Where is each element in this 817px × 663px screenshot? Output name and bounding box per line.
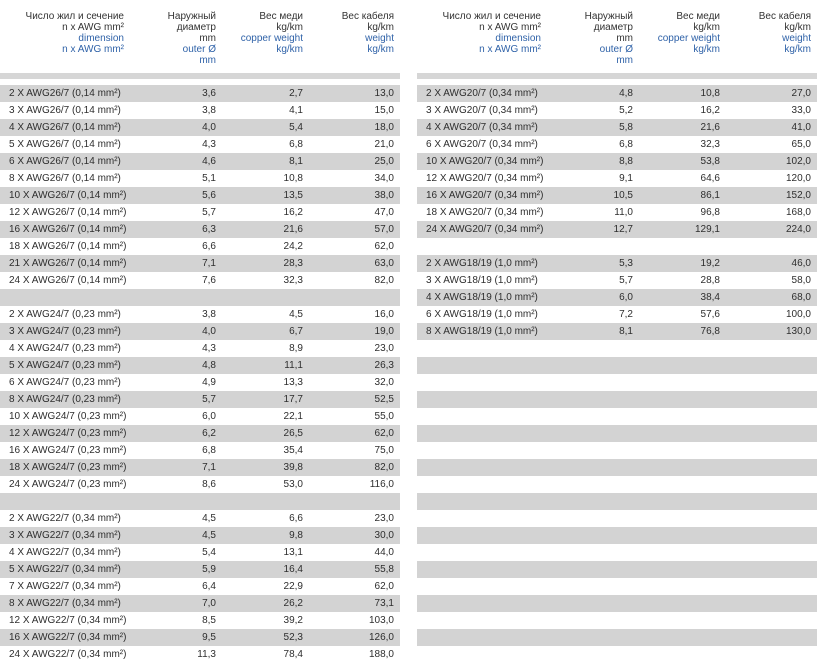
cell-outer-diameter: 4,9 [202, 377, 216, 388]
table-row [0, 85, 400, 102]
table-row [417, 221, 817, 238]
cell-dimension: 12 X AWG24/7 (0,23 mm²) [9, 428, 127, 439]
cell-cable-weight: 25,0 [374, 156, 394, 167]
cell-copper-weight: 39,8 [283, 462, 303, 473]
cell-outer-diameter: 4,8 [202, 360, 216, 371]
table-row [0, 221, 400, 238]
table-row [0, 612, 400, 629]
cell-copper-weight: 26,5 [283, 428, 303, 439]
cell-copper-weight: 10,8 [700, 88, 720, 99]
cell-copper-weight: 24,2 [283, 241, 303, 252]
cell-outer-diameter: 6,0 [202, 411, 216, 422]
cell-cable-weight: 26,3 [374, 360, 394, 371]
header-copper-weight: Вес меди kg/km copper weight kg/km [657, 11, 720, 55]
cell-dimension: 7 X AWG22/7 (0,34 mm²) [9, 581, 121, 592]
table-row [0, 187, 400, 204]
cell-outer-diameter: 4,0 [202, 122, 216, 133]
cell-dimension: 8 X AWG24/7 (0,23 mm²) [9, 394, 121, 405]
cell-cable-weight: 62,0 [374, 581, 394, 592]
cell-outer-diameter: 8,1 [619, 326, 633, 337]
cell-cable-weight: 55,0 [374, 411, 394, 422]
table-row [0, 646, 400, 663]
cell-dimension: 10 X AWG20/7 (0,34 mm²) [426, 156, 544, 167]
cell-cable-weight: 16,0 [374, 309, 394, 320]
cell-copper-weight: 52,3 [283, 632, 303, 643]
cell-dimension: 4 X AWG18/19 (1,0 mm²) [426, 292, 538, 303]
cell-copper-weight: 13,1 [283, 547, 303, 558]
header-cable-weight: Вес кабеля kg/km weight kg/km [341, 11, 394, 55]
cell-cable-weight: 27,0 [791, 88, 811, 99]
cell-cable-weight: 15,0 [374, 105, 394, 116]
cell-copper-weight: 4,5 [289, 309, 303, 320]
right-table-body [417, 85, 817, 663]
cell-dimension: 24 X AWG22/7 (0,34 mm²) [9, 649, 127, 660]
cell-outer-diameter: 4,5 [202, 530, 216, 541]
cell-copper-weight: 32,3 [700, 139, 720, 150]
table-row [0, 289, 400, 306]
table-row [417, 272, 817, 289]
cell-dimension: 21 X AWG26/7 (0,14 mm²) [9, 258, 127, 269]
cell-outer-diameter: 7,0 [202, 598, 216, 609]
table-row [0, 629, 400, 646]
table-row [0, 476, 400, 493]
cell-copper-weight: 6,8 [289, 139, 303, 150]
cell-copper-weight: 2,7 [289, 88, 303, 99]
table-row [0, 442, 400, 459]
cell-outer-diameter: 5,1 [202, 173, 216, 184]
table-row [0, 238, 400, 255]
cell-outer-diameter: 6,8 [202, 445, 216, 456]
table-row [417, 476, 817, 493]
table-row [0, 306, 400, 323]
cell-outer-diameter: 4,8 [619, 88, 633, 99]
cell-cable-weight: 32,0 [374, 377, 394, 388]
cell-copper-weight: 6,6 [289, 513, 303, 524]
table-row [417, 323, 817, 340]
cell-cable-weight: 58,0 [791, 275, 811, 286]
table-row [0, 493, 400, 510]
table-row [0, 323, 400, 340]
cell-cable-weight: 13,0 [374, 88, 394, 99]
header-outer-diameter: Наружный диаметр mm outer Ø mm [584, 11, 633, 66]
cell-outer-diameter: 8,5 [202, 615, 216, 626]
cell-copper-weight: 57,6 [700, 309, 720, 320]
cell-outer-diameter: 7,6 [202, 275, 216, 286]
cell-dimension: 18 X AWG26/7 (0,14 mm²) [9, 241, 127, 252]
cell-dimension: 16 X AWG26/7 (0,14 mm²) [9, 224, 127, 235]
table-row [417, 391, 817, 408]
table-row [0, 459, 400, 476]
cell-cable-weight: 47,0 [374, 207, 394, 218]
header-copper-weight: Вес меди kg/km copper weight kg/km [240, 11, 303, 55]
cell-copper-weight: 16,2 [700, 105, 720, 116]
cell-dimension: 10 X AWG24/7 (0,23 mm²) [9, 411, 127, 422]
cell-dimension: 4 X AWG26/7 (0,14 mm²) [9, 122, 121, 133]
cell-copper-weight: 26,2 [283, 598, 303, 609]
cell-cable-weight: 82,0 [374, 275, 394, 286]
cell-copper-weight: 4,1 [289, 105, 303, 116]
cell-dimension: 2 X AWG26/7 (0,14 mm²) [9, 88, 121, 99]
table-row [0, 272, 400, 289]
cell-dimension: 3 X AWG22/7 (0,34 mm²) [9, 530, 121, 541]
cell-outer-diameter: 3,8 [202, 105, 216, 116]
table-row [417, 408, 817, 425]
cell-copper-weight: 5,4 [289, 122, 303, 133]
header-outer-diameter: Наружный диаметр mm outer Ø mm [167, 11, 216, 66]
cell-cable-weight: 120,0 [785, 173, 811, 184]
table-row [417, 646, 817, 663]
table-row [417, 442, 817, 459]
table-row [417, 425, 817, 442]
cell-copper-weight: 21,6 [700, 122, 720, 133]
cell-cable-weight: 75,0 [374, 445, 394, 456]
cell-cable-weight: 68,0 [791, 292, 811, 303]
cell-outer-diameter: 6,3 [202, 224, 216, 235]
table-row [417, 306, 817, 323]
cell-dimension: 6 X AWG24/7 (0,23 mm²) [9, 377, 121, 388]
cell-outer-diameter: 5,4 [202, 547, 216, 558]
cell-dimension: 16 X AWG24/7 (0,23 mm²) [9, 445, 127, 456]
table-row [0, 425, 400, 442]
cell-outer-diameter: 5,6 [202, 190, 216, 201]
table-row [417, 374, 817, 391]
cell-dimension: 6 X AWG26/7 (0,14 mm²) [9, 156, 121, 167]
cell-copper-weight: 13,3 [283, 377, 303, 388]
cell-copper-weight: 16,2 [283, 207, 303, 218]
table-row [417, 170, 817, 187]
cell-copper-weight: 19,2 [700, 258, 720, 269]
header-dimension: Число жил и сечение n x AWG mm² dimension n x AWG mm² [25, 11, 124, 55]
cell-cable-weight: 63,0 [374, 258, 394, 269]
cell-outer-diameter: 4,0 [202, 326, 216, 337]
table-row [417, 612, 817, 629]
cell-outer-diameter: 8,8 [619, 156, 633, 167]
cell-cable-weight: 34,0 [374, 173, 394, 184]
cell-dimension: 8 X AWG22/7 (0,34 mm²) [9, 598, 121, 609]
cell-outer-diameter: 6,8 [619, 139, 633, 150]
cell-copper-weight: 21,6 [283, 224, 303, 235]
cell-outer-diameter: 5,7 [202, 394, 216, 405]
cell-outer-diameter: 8,6 [202, 479, 216, 490]
table-row [417, 493, 817, 510]
cell-dimension: 24 X AWG26/7 (0,14 mm²) [9, 275, 127, 286]
cell-outer-diameter: 5,3 [619, 258, 633, 269]
cell-dimension: 8 X AWG18/19 (1,0 mm²) [426, 326, 538, 337]
cell-cable-weight: 57,0 [374, 224, 394, 235]
cell-cable-weight: 73,1 [374, 598, 394, 609]
cell-copper-weight: 9,8 [289, 530, 303, 541]
cell-cable-weight: 168,0 [785, 207, 811, 218]
cell-dimension: 2 X AWG22/7 (0,34 mm²) [9, 513, 121, 524]
cell-copper-weight: 96,8 [700, 207, 720, 218]
cell-outer-diameter: 7,1 [202, 258, 216, 269]
cell-cable-weight: 188,0 [368, 649, 394, 660]
cell-cable-weight: 44,0 [374, 547, 394, 558]
table-row [0, 255, 400, 272]
table-row [417, 102, 817, 119]
table-row [0, 374, 400, 391]
table-row [0, 391, 400, 408]
table-row [0, 204, 400, 221]
cell-dimension: 3 X AWG24/7 (0,23 mm²) [9, 326, 121, 337]
cell-copper-weight: 86,1 [700, 190, 720, 201]
cell-copper-weight: 13,5 [283, 190, 303, 201]
cell-cable-weight: 38,0 [374, 190, 394, 201]
header-dimension: Число жил и сечение n x AWG mm² dimension n x AWG mm² [442, 11, 541, 55]
cell-copper-weight: 28,8 [700, 275, 720, 286]
cell-dimension: 5 X AWG24/7 (0,23 mm²) [9, 360, 121, 371]
header-divider [0, 73, 400, 79]
cell-outer-diameter: 5,8 [619, 122, 633, 133]
cell-copper-weight: 6,7 [289, 326, 303, 337]
cell-outer-diameter: 10,5 [613, 190, 633, 201]
table-row [417, 629, 817, 646]
cell-copper-weight: 11,1 [284, 360, 303, 371]
table-row [0, 595, 400, 612]
cell-dimension: 12 X AWG26/7 (0,14 mm²) [9, 207, 127, 218]
cell-outer-diameter: 12,7 [613, 224, 633, 235]
table-row [0, 136, 400, 153]
cell-dimension: 12 X AWG22/7 (0,34 mm²) [9, 615, 127, 626]
table-row [0, 357, 400, 374]
table-row [0, 578, 400, 595]
cell-copper-weight: 22,1 [283, 411, 303, 422]
cell-dimension: 12 X AWG20/7 (0,34 mm²) [426, 173, 544, 184]
cell-outer-diameter: 5,2 [619, 105, 633, 116]
table-row [417, 544, 817, 561]
cell-outer-diameter: 5,9 [202, 564, 216, 575]
table-row [0, 170, 400, 187]
cell-dimension: 18 X AWG24/7 (0,23 mm²) [9, 462, 127, 473]
cell-outer-diameter: 3,6 [202, 88, 216, 99]
cell-dimension: 16 X AWG22/7 (0,34 mm²) [9, 632, 127, 643]
table-row [0, 119, 400, 136]
cell-copper-weight: 22,9 [283, 581, 303, 592]
cell-copper-weight: 64,6 [700, 173, 720, 184]
table-row [0, 408, 400, 425]
cell-dimension: 4 X AWG22/7 (0,34 mm²) [9, 547, 121, 558]
table-row [417, 289, 817, 306]
table-row [417, 510, 817, 527]
table-row [0, 510, 400, 527]
table-row [0, 527, 400, 544]
table-row [417, 85, 817, 102]
cell-outer-diameter: 9,1 [619, 173, 633, 184]
cell-outer-diameter: 7,2 [619, 309, 633, 320]
table-row [0, 561, 400, 578]
cell-dimension: 3 X AWG26/7 (0,14 mm²) [9, 105, 121, 116]
cell-dimension: 8 X AWG26/7 (0,14 mm²) [9, 173, 121, 184]
cell-dimension: 4 X AWG24/7 (0,23 mm²) [9, 343, 121, 354]
cell-cable-weight: 116,0 [369, 479, 394, 490]
table-row [417, 357, 817, 374]
cell-outer-diameter: 4,6 [202, 156, 216, 167]
cell-outer-diameter: 4,3 [202, 139, 216, 150]
cell-cable-weight: 103,0 [368, 615, 394, 626]
table-row [0, 153, 400, 170]
table-row [417, 595, 817, 612]
cell-cable-weight: 102,0 [785, 156, 811, 167]
left-table-body [0, 85, 400, 663]
table-row [417, 238, 817, 255]
cell-cable-weight: 23,0 [374, 343, 394, 354]
cell-outer-diameter: 6,4 [202, 581, 216, 592]
cell-outer-diameter: 11,3 [197, 649, 216, 660]
cell-copper-weight: 78,4 [283, 649, 303, 660]
table-row [417, 187, 817, 204]
cell-outer-diameter: 9,5 [202, 632, 216, 643]
cell-copper-weight: 35,4 [283, 445, 303, 456]
cell-dimension: 4 X AWG20/7 (0,34 mm²) [426, 122, 538, 133]
cell-cable-weight: 18,0 [374, 122, 394, 133]
cell-outer-diameter: 5,7 [619, 275, 633, 286]
cell-cable-weight: 30,0 [374, 530, 394, 541]
cell-outer-diameter: 7,1 [202, 462, 216, 473]
cell-dimension: 2 X AWG24/7 (0,23 mm²) [9, 309, 121, 320]
cell-cable-weight: 62,0 [374, 428, 394, 439]
cell-cable-weight: 224,0 [785, 224, 811, 235]
table-row [0, 340, 400, 357]
cell-dimension: 2 X AWG20/7 (0,34 mm²) [426, 88, 538, 99]
cell-copper-weight: 32,3 [283, 275, 303, 286]
cell-cable-weight: 152,0 [785, 190, 811, 201]
cell-cable-weight: 82,0 [374, 462, 394, 473]
cell-copper-weight: 76,8 [700, 326, 720, 337]
cell-dimension: 2 X AWG18/19 (1,0 mm²) [426, 258, 538, 269]
table-header [0, 11, 400, 81]
cell-outer-diameter: 6,0 [619, 292, 633, 303]
cell-dimension: 24 X AWG20/7 (0,34 mm²) [426, 224, 544, 235]
cell-copper-weight: 53,0 [283, 479, 303, 490]
cell-outer-diameter: 11,0 [614, 207, 633, 218]
cell-dimension: 18 X AWG20/7 (0,34 mm²) [426, 207, 544, 218]
table-row [417, 136, 817, 153]
table-header [417, 11, 817, 81]
cell-cable-weight: 62,0 [374, 241, 394, 252]
cell-dimension: 5 X AWG22/7 (0,34 mm²) [9, 564, 121, 575]
table-row [417, 119, 817, 136]
table-row [417, 459, 817, 476]
cell-cable-weight: 130,0 [785, 326, 811, 337]
cell-cable-weight: 100,0 [785, 309, 811, 320]
header-cable-weight: Вес кабеля kg/km weight kg/km [758, 11, 811, 55]
cell-cable-weight: 65,0 [791, 139, 811, 150]
cell-copper-weight: 28,3 [283, 258, 303, 269]
table-row [0, 544, 400, 561]
cell-outer-diameter: 6,6 [202, 241, 216, 252]
cell-cable-weight: 33,0 [791, 105, 811, 116]
header-divider [417, 73, 817, 79]
cell-outer-diameter: 6,2 [202, 428, 216, 439]
table-row [417, 255, 817, 272]
cell-cable-weight: 41,0 [791, 122, 811, 133]
cell-copper-weight: 129,1 [694, 224, 720, 235]
table-row [417, 578, 817, 595]
cell-copper-weight: 38,4 [700, 292, 720, 303]
cell-dimension: 10 X AWG26/7 (0,14 mm²) [9, 190, 127, 201]
cell-dimension: 5 X AWG26/7 (0,14 mm²) [9, 139, 121, 150]
cell-cable-weight: 55,8 [374, 564, 394, 575]
cell-outer-diameter: 4,5 [202, 513, 216, 524]
cell-copper-weight: 8,1 [289, 156, 303, 167]
cell-dimension: 6 X AWG20/7 (0,34 mm²) [426, 139, 538, 150]
cell-cable-weight: 46,0 [791, 258, 811, 269]
table-row [417, 153, 817, 170]
cell-dimension: 3 X AWG20/7 (0,34 mm²) [426, 105, 538, 116]
cell-dimension: 3 X AWG18/19 (1,0 mm²) [426, 275, 538, 286]
cell-copper-weight: 17,7 [283, 394, 303, 405]
table-row [417, 561, 817, 578]
table-row [417, 204, 817, 221]
table-row [417, 527, 817, 544]
cell-copper-weight: 8,9 [289, 343, 303, 354]
cell-copper-weight: 53,8 [700, 156, 720, 167]
cell-cable-weight: 52,5 [374, 394, 394, 405]
cell-outer-diameter: 3,8 [202, 309, 216, 320]
cell-copper-weight: 10,8 [283, 173, 303, 184]
cell-cable-weight: 126,0 [368, 632, 394, 643]
table-row [417, 340, 817, 357]
cell-copper-weight: 39,2 [283, 615, 303, 626]
cell-cable-weight: 23,0 [374, 513, 394, 524]
cell-outer-diameter: 5,7 [202, 207, 216, 218]
cell-outer-diameter: 4,3 [202, 343, 216, 354]
cell-dimension: 24 X AWG24/7 (0,23 mm²) [9, 479, 127, 490]
cell-dimension: 6 X AWG18/19 (1,0 mm²) [426, 309, 538, 320]
table-row [0, 102, 400, 119]
cell-cable-weight: 19,0 [374, 326, 394, 337]
cell-copper-weight: 16,4 [283, 564, 303, 575]
cell-dimension: 16 X AWG20/7 (0,34 mm²) [426, 190, 544, 201]
cell-cable-weight: 21,0 [374, 139, 394, 150]
